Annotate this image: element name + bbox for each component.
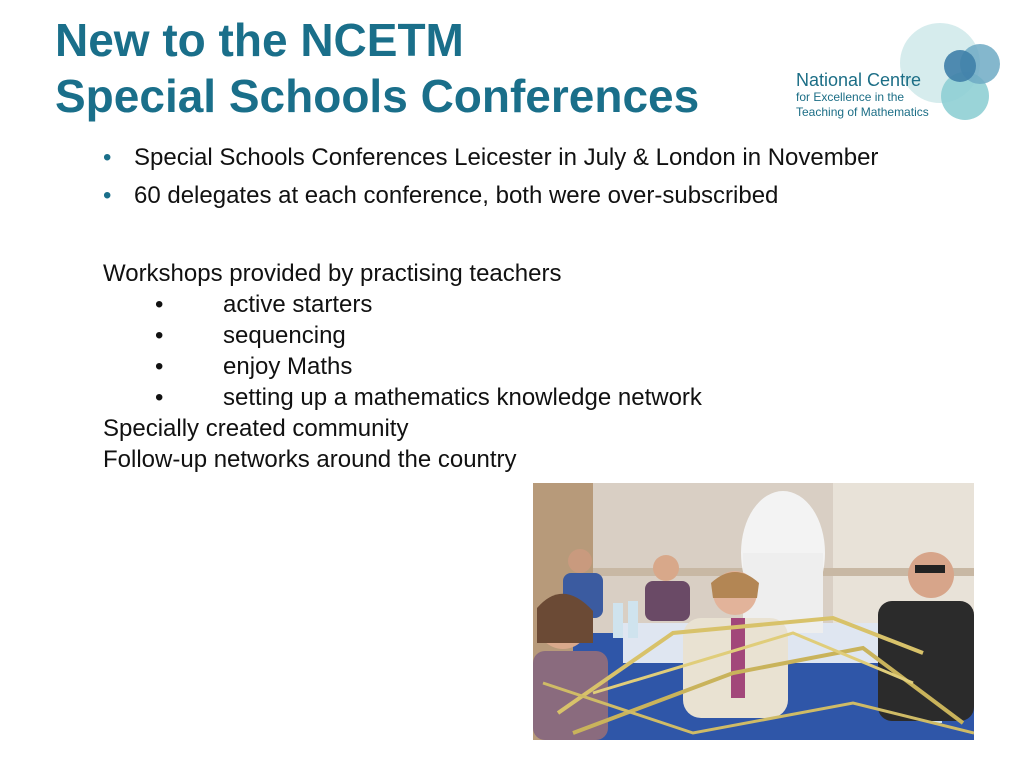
- slide-title-line-1: New to the NCETM: [55, 14, 464, 66]
- workshops-heading: Workshops provided by practising teachers: [103, 260, 562, 287]
- ncetm-logo: [790, 18, 1010, 128]
- bullet-dot-icon: •: [155, 384, 164, 411]
- slide-title-line-2: Special Schools Conferences: [55, 70, 700, 122]
- logo-line-1: National Centre: [796, 70, 922, 90]
- workshop-item: [103, 289, 923, 320]
- workshop-item-text: active starters: [223, 291, 373, 318]
- bullet-dot-icon: •: [155, 322, 164, 349]
- bullet-text: Special Schools Conferences Leicester in July & London in November: [134, 144, 879, 171]
- community-line: Specially created community: [103, 415, 409, 442]
- bullet-text: 60 delegates at each conference, both were over-subscribed: [134, 182, 779, 209]
- list-item: [103, 143, 923, 173]
- workshop-item: [103, 351, 923, 382]
- workshop-item: [103, 320, 923, 351]
- bullet-dot-icon: •: [103, 144, 112, 171]
- logo-line-3: Teaching of Mathematics: [796, 105, 929, 119]
- logo-line-2: for Excellence in the: [796, 90, 905, 104]
- slide-title: [55, 12, 795, 124]
- workshop-item: [103, 382, 923, 413]
- conference-photo-illustration: [533, 483, 974, 740]
- conference-photo: [533, 483, 974, 740]
- bullet-dot-icon: •: [155, 291, 164, 318]
- bullet-dot-icon: •: [103, 182, 112, 209]
- workshops-section: [103, 258, 923, 475]
- bullet-list: [103, 143, 923, 219]
- networks-line: Follow-up networks around the country: [103, 446, 517, 473]
- bullet-dot-icon: •: [155, 353, 164, 380]
- list-item: [103, 181, 923, 211]
- workshop-item-text: enjoy Maths: [223, 353, 353, 380]
- workshop-item-text: sequencing: [223, 322, 346, 349]
- workshop-item-text: setting up a mathematics knowledge network: [223, 384, 702, 411]
